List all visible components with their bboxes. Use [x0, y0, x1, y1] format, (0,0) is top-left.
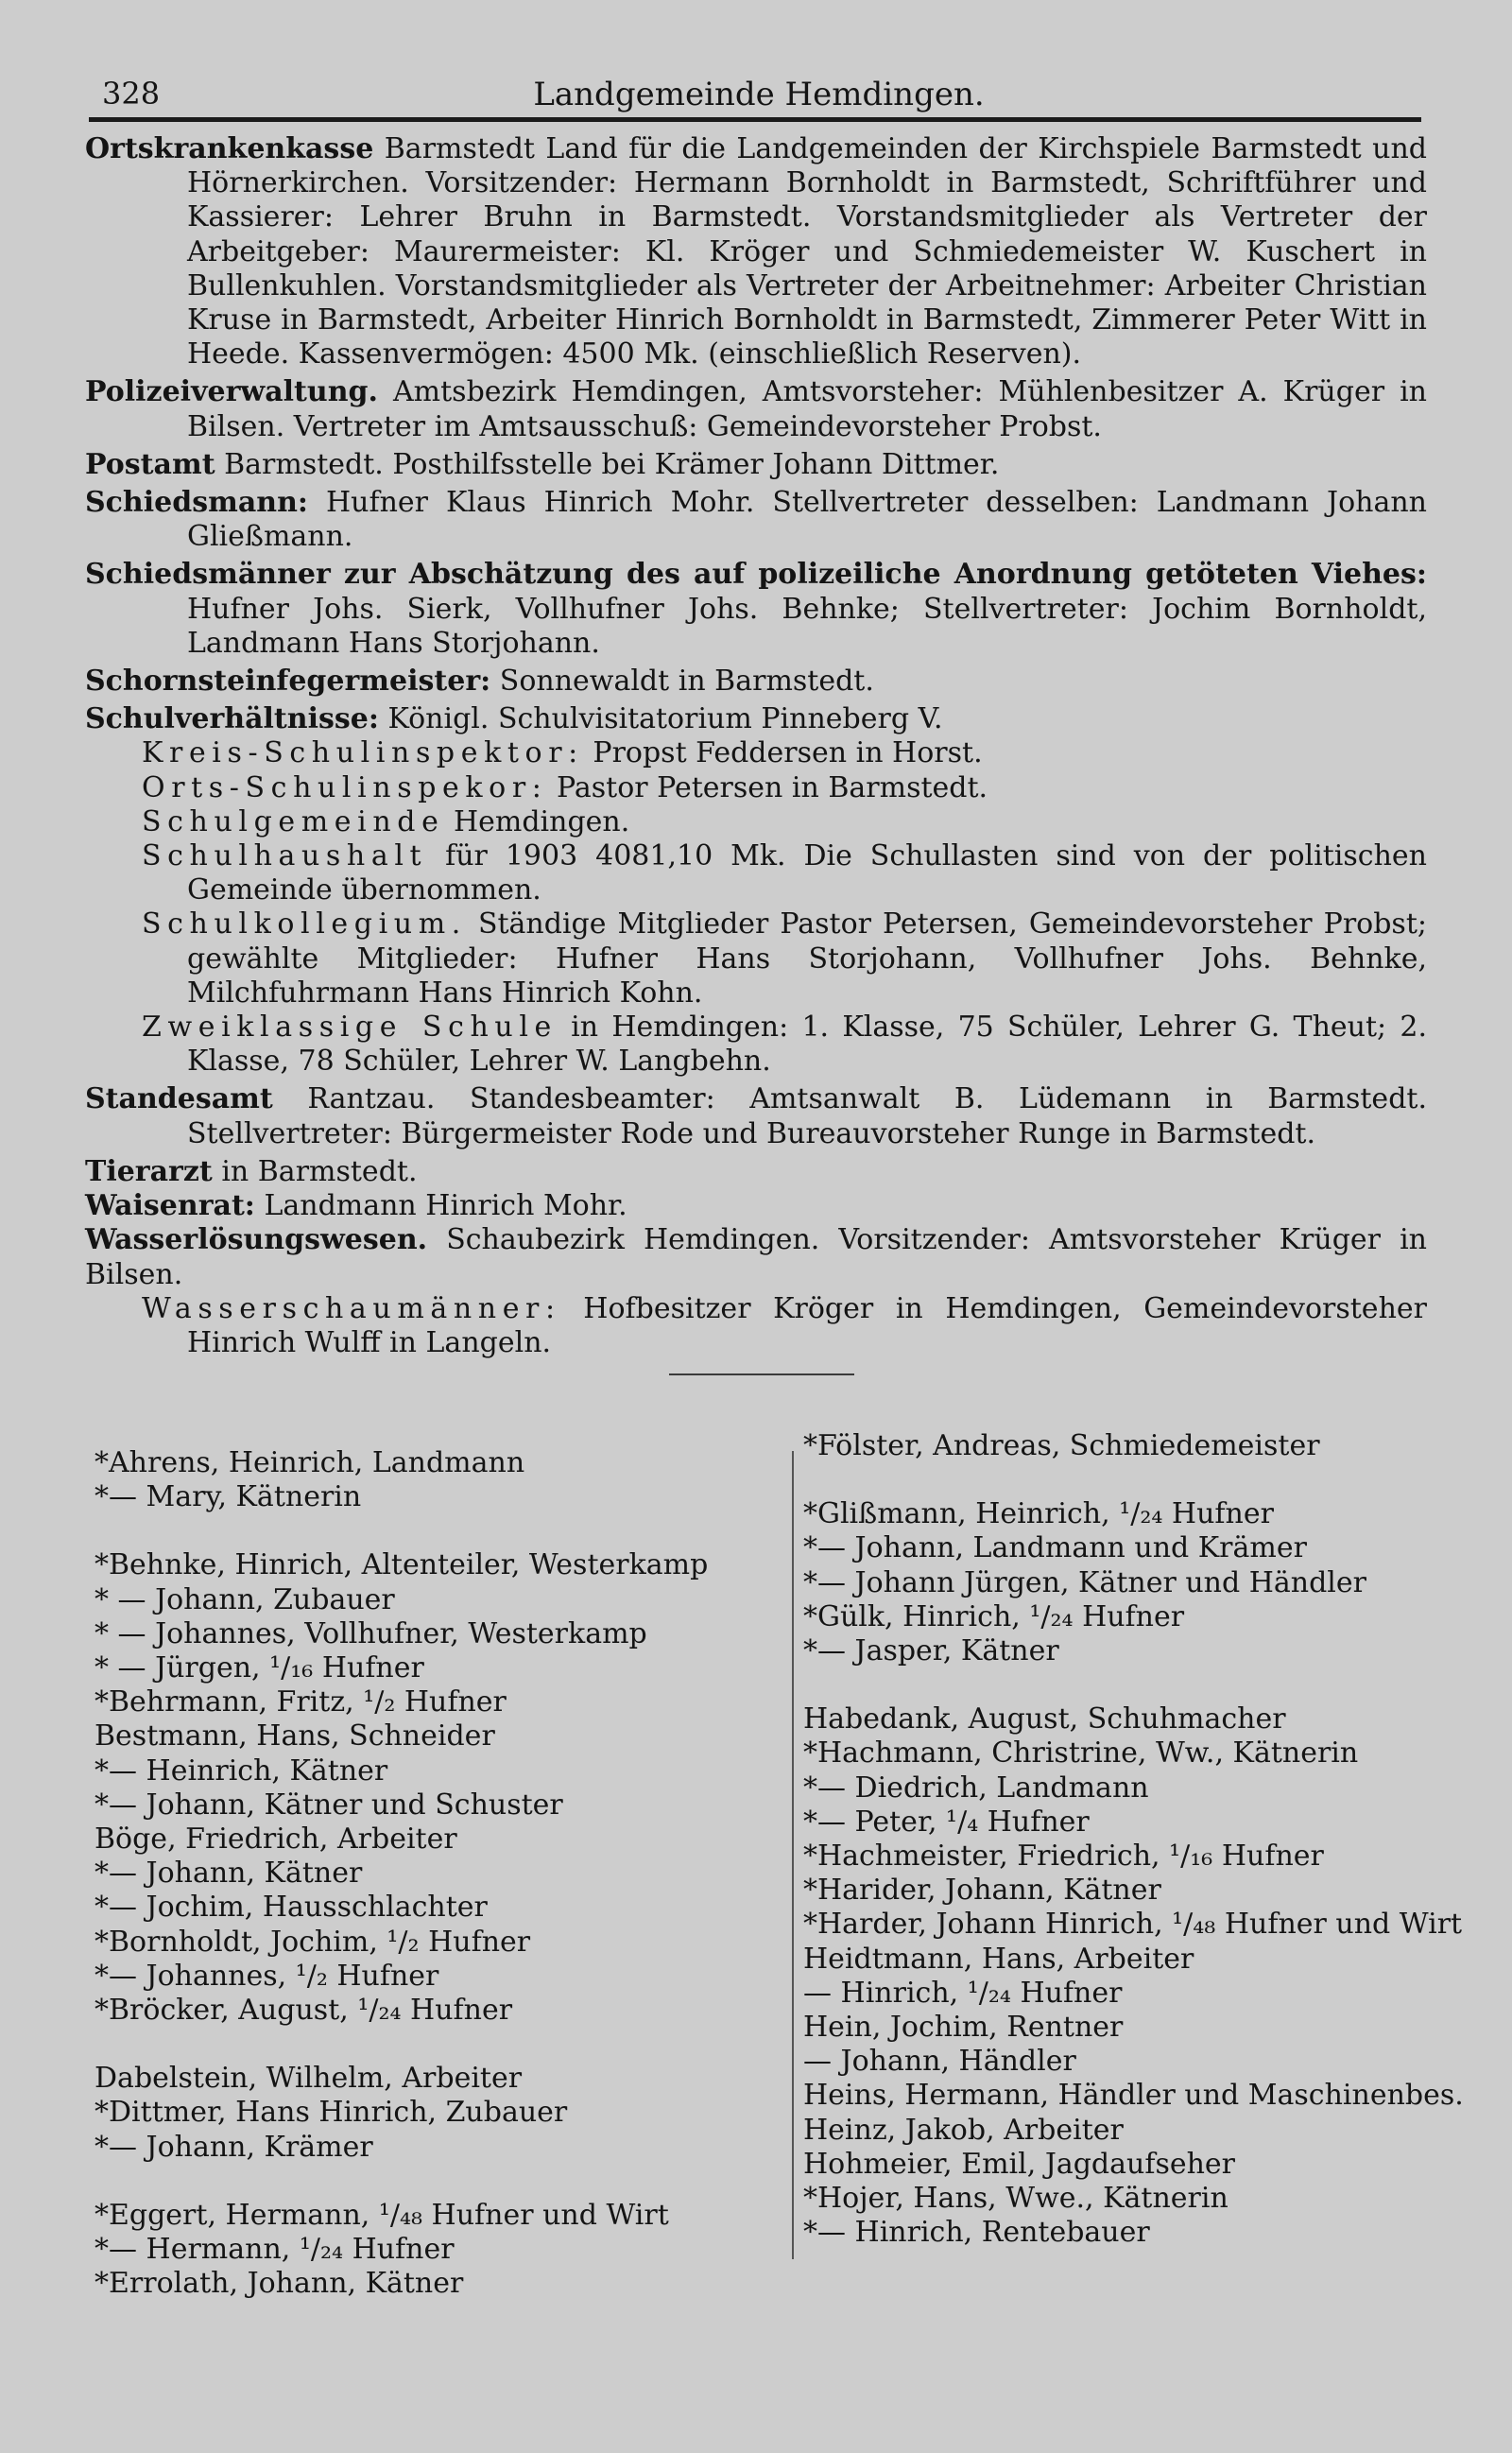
school-sub-entry — [142, 805, 1427, 839]
index-entry: Böge, Friedrich, Arbeiter — [94, 1822, 457, 1857]
entry-waisenrat — [85, 1189, 1427, 1223]
entry-text: Hufner Klaus Hinrich Mohr. Stellvertreter desselben: Landmann Johann Gließmann. — [187, 486, 1427, 554]
page-title: Landgemeinde Hemdingen. — [533, 76, 985, 113]
school-sub-entry — [142, 1011, 1427, 1079]
index-entry: *Bornholdt, Jochim, ¹/₂ Hufner — [94, 1925, 531, 1959]
index-entry: * — Jürgen, ¹/₁₆ Hufner — [94, 1651, 424, 1685]
index-entry: *Hojer, Hans, Wwe., Kätnerin — [803, 2182, 1228, 2216]
index-entry: Dabelstein, Wilhelm, Arbeiter — [94, 2062, 523, 2096]
index-entry: Heins, Hermann, Händler und Maschinenbes. — [803, 2079, 1464, 2113]
index-entry: Heinz, Jakob, Arbeiter — [803, 2113, 1124, 2147]
school-sub-entry — [142, 839, 1427, 907]
column-divider — [792, 1451, 794, 2259]
sub-label: Schulhaushalt — [142, 839, 428, 873]
entry-heading: Wasserlösungswesen. — [85, 1223, 428, 1257]
sub-text: Ständige Mitglieder Pastor Petersen, Gemeindevorsteher Probst; gewählte Mitglieder: Hufner Hans Storjohann, Vollhufner Johs. Behnke, Milchfuhrmann Hans Hinrich Kohn. — [187, 907, 1427, 1010]
index-gap — [803, 1463, 1484, 1497]
index-entry: *— Mary, Kätnerin — [94, 1480, 362, 1514]
index-entry: Bestmann, Hans, Schneider — [94, 1719, 495, 1753]
entry-text: in Barmstedt. — [221, 1154, 418, 1188]
entry-wasserloesung — [85, 1223, 1427, 1291]
index-entry: *Harider, Johann, Kätner — [803, 1874, 1161, 1908]
index-entry: *Behrmann, Fritz, ¹/₂ Hufner — [94, 1685, 507, 1719]
school-sub-entry — [142, 736, 1427, 770]
entry-text: Hufner Johs. Sierk, Vollhufner Johs. Behnke; Stellvertreter: Jochim Bornholdt, Landmann Hans Storjohann. — [187, 592, 1427, 660]
index-entry: — Hinrich, ¹/₂₄ Hufner — [803, 1976, 1123, 2010]
directory-body — [85, 132, 1427, 1360]
section-separator — [669, 1373, 854, 1375]
index-entry: Habedank, August, Schuhmacher — [803, 1702, 1286, 1736]
entry-heading: Waisenrat: — [85, 1189, 255, 1223]
entry-ortskrankenkasse — [85, 132, 1427, 371]
index-gap — [94, 1514, 775, 1548]
school-sub-entry — [142, 907, 1427, 1011]
entry-heading: Standesamt — [85, 1082, 273, 1116]
entry-text: Schaubezirk Hemdingen. Vorsitzender: Amtsvorsteher Krüger in Bilsen. — [85, 1223, 1427, 1291]
entry-text: Barmstedt Land für die Landgemeinden der Kirchspiele Barmstedt und Hörnerkirchen. Vorsitzender: Hermann Bornholdt in Barmstedt, Schriftführer und Kassierer: Lehrer Bruhn in Barmstedt. Vorstandsmitglieder als Vertreter der Arbeitgeber: Maurermeister: Kl. Kröger und Schmiedemeister W. Kuschert in Bullenkuhlen. Vorstandsmitglieder als Vertreter der Arbeitnehmer: Arbeiter Christian Kruse in Barmstedt, Arbeiter Hinrich Bornholdt in Barmstedt, Zimmerer Peter Witt in Heede. Kassenvermögen: 4500 Mk. (einschließlich Reserven). — [187, 132, 1427, 371]
index-entry: *Fölster, Andreas, Schmiedemeister — [803, 1429, 1320, 1462]
index-entry: *Gülk, Hinrich, ¹/₂₄ Hufner — [803, 1599, 1185, 1633]
index-entry: *— Hinrich, Rentebauer — [803, 2216, 1150, 2250]
index-entry: *Harder, Johann Hinrich, ¹/₄₈ Hufner und Wirt — [803, 1908, 1463, 1942]
page-header — [102, 76, 1416, 123]
entry-schornsteinfeger — [85, 665, 1427, 699]
index-entry: — Johann, Händler — [803, 2045, 1076, 2079]
entry-polizeiverwaltung — [85, 375, 1427, 443]
index-entry: *— Johann, Landmann und Krämer — [803, 1531, 1307, 1565]
index-entry: *— Johann, Kätner und Schuster — [94, 1788, 563, 1822]
entry-heading: Polizeiverwaltung. — [85, 375, 378, 409]
entry-text: Rantzau. Standesbeamter: Amtsanwalt B. Lüdemann in Barmstedt. Stellvertreter: Bürgermeister Rode und Bureauvorsteher Runge in Barmstedt. — [187, 1082, 1427, 1150]
sub-label: Schulgemeinde — [142, 804, 445, 838]
index-entry: Hohmeier, Emil, Jagdaufseher — [803, 2147, 1236, 2181]
entry-tierarzt — [85, 1155, 1427, 1189]
sub-text: Hofbesitzer Kröger in Hemdingen, Gemeindevorsteher Hinrich Wulff in Langeln. — [187, 1291, 1427, 1359]
index-entry: * — Johannes, Vollhufner, Westerkamp — [94, 1616, 647, 1650]
index-entry: *— Diedrich, Landmann — [803, 1771, 1149, 1805]
entry-heading: Schulverhältnisse: — [85, 702, 379, 736]
entry-text: Amtsbezirk Hemdingen, Amtsvorsteher: Mühlenbesitzer A. Krüger in Bilsen. Vertreter im Amtsausschuß: Gemeindevorsteher Probst. — [187, 375, 1427, 443]
entry-text: Landmann Hinrich Mohr. — [264, 1189, 627, 1223]
index-entry: *Ahrens, Heinrich, Landmann — [94, 1446, 525, 1479]
entry-postamt — [85, 448, 1427, 482]
sub-text: Propst Feddersen in Horst. — [593, 736, 983, 770]
index-entry: *— Jochim, Hausschlachter — [94, 1891, 488, 1925]
sub-text: für 1903 4081,10 Mk. Die Schullasten sind von der politischen Gemeinde übernommen. — [187, 839, 1427, 907]
entry-schulverhaeltnisse — [85, 702, 1427, 736]
index-gap — [803, 1668, 1484, 1702]
index-entry: *— Johann Jürgen, Kätner und Händler — [803, 1565, 1367, 1599]
sub-label: Wasserschaumänner: — [142, 1291, 561, 1325]
page-number: 328 — [102, 76, 161, 112]
index-entry: *Behnke, Hinrich, Altenteiler, Westerkamp — [94, 1548, 709, 1582]
index-entry: Heidtmann, Hans, Arbeiter — [803, 1942, 1194, 1976]
index-entry: *— Heinrich, Kätner — [94, 1753, 388, 1788]
entry-heading: Schiedsmänner zur Abschätzung des auf polizeiliche Anordnung getöteten Viehes: — [85, 558, 1427, 592]
water-sub-entry — [142, 1292, 1427, 1360]
entry-heading: Schiedsmann: — [85, 486, 308, 520]
sub-label: Orts-Schulinspekor: — [142, 770, 548, 804]
entry-text: Königl. Schulvisitatorium Pinneberg V. — [387, 702, 943, 736]
index-entry: *Hachmann, Christrine, Ww., Kätnerin — [803, 1736, 1359, 1771]
header-rule — [89, 117, 1421, 122]
index-entry: *— Peter, ¹/₄ Hufner — [803, 1805, 1090, 1839]
school-sub-entry — [142, 771, 1427, 805]
entry-schiedsmann — [85, 486, 1427, 554]
index-entry: Hein, Jochim, Rentner — [803, 2011, 1124, 2045]
index-entry: *— Jasper, Kätner — [803, 1634, 1059, 1668]
index-entry: *Glißmann, Heinrich, ¹/₂₄ Hufner — [803, 1497, 1274, 1531]
index-entry: *— Johann, Krämer — [94, 2130, 373, 2164]
sub-text: in Hemdingen: 1. Klasse, 75 Schüler, Lehrer G. Theut; 2. Klasse, 78 Schüler, Lehrer W. Langbehn. — [187, 1011, 1428, 1079]
index-entry: * — Johann, Zubauer — [94, 1582, 395, 1616]
index-entry: *Eggert, Hermann, ¹/₄₈ Hufner und Wirt — [94, 2198, 669, 2232]
sub-text: Pastor Petersen in Barmstedt. — [557, 770, 988, 804]
index-entry: *— Johann, Kätner — [94, 1857, 363, 1891]
index-entry: *— Johannes, ¹/₂ Hufner — [94, 1959, 439, 1993]
index-entry: *— Hermann, ¹/₂₄ Hufner — [94, 2233, 455, 2267]
entry-heading: Tierarzt — [85, 1154, 213, 1188]
entry-schiedsmaenner — [85, 558, 1427, 661]
index-entry: *Bröcker, August, ¹/₂₄ Hufner — [94, 1994, 513, 2028]
index-entry: *Hachmeister, Friedrich, ¹/₁₆ Hufner — [803, 1840, 1324, 1874]
entry-heading: Ortskrankenkasse — [85, 132, 374, 165]
sub-label: Kreis-Schulinspektor: — [142, 736, 584, 770]
sub-label: Zweiklassige Schule — [142, 1011, 558, 1045]
entry-text: Barmstedt. Posthilfsstelle bei Krämer Johann Dittmer. — [224, 447, 1000, 481]
entry-heading: Postamt — [85, 447, 215, 481]
sub-text: Hemdingen. — [453, 804, 630, 838]
entry-heading: Schornsteinfegermeister: — [85, 665, 491, 699]
index-gap — [94, 2165, 775, 2199]
index-gap — [94, 2028, 775, 2062]
sub-label: Schulkollegium. — [142, 907, 467, 941]
resident-index-left — [94, 1446, 775, 2301]
entry-text: Sonnewaldt in Barmstedt. — [499, 665, 874, 699]
index-entry: *Errolath, Johann, Kätner — [94, 2267, 464, 2301]
entry-standesamt — [85, 1082, 1427, 1150]
resident-index-right — [803, 1429, 1484, 2250]
index-entry: *Dittmer, Hans Hinrich, Zubauer — [94, 2096, 568, 2130]
